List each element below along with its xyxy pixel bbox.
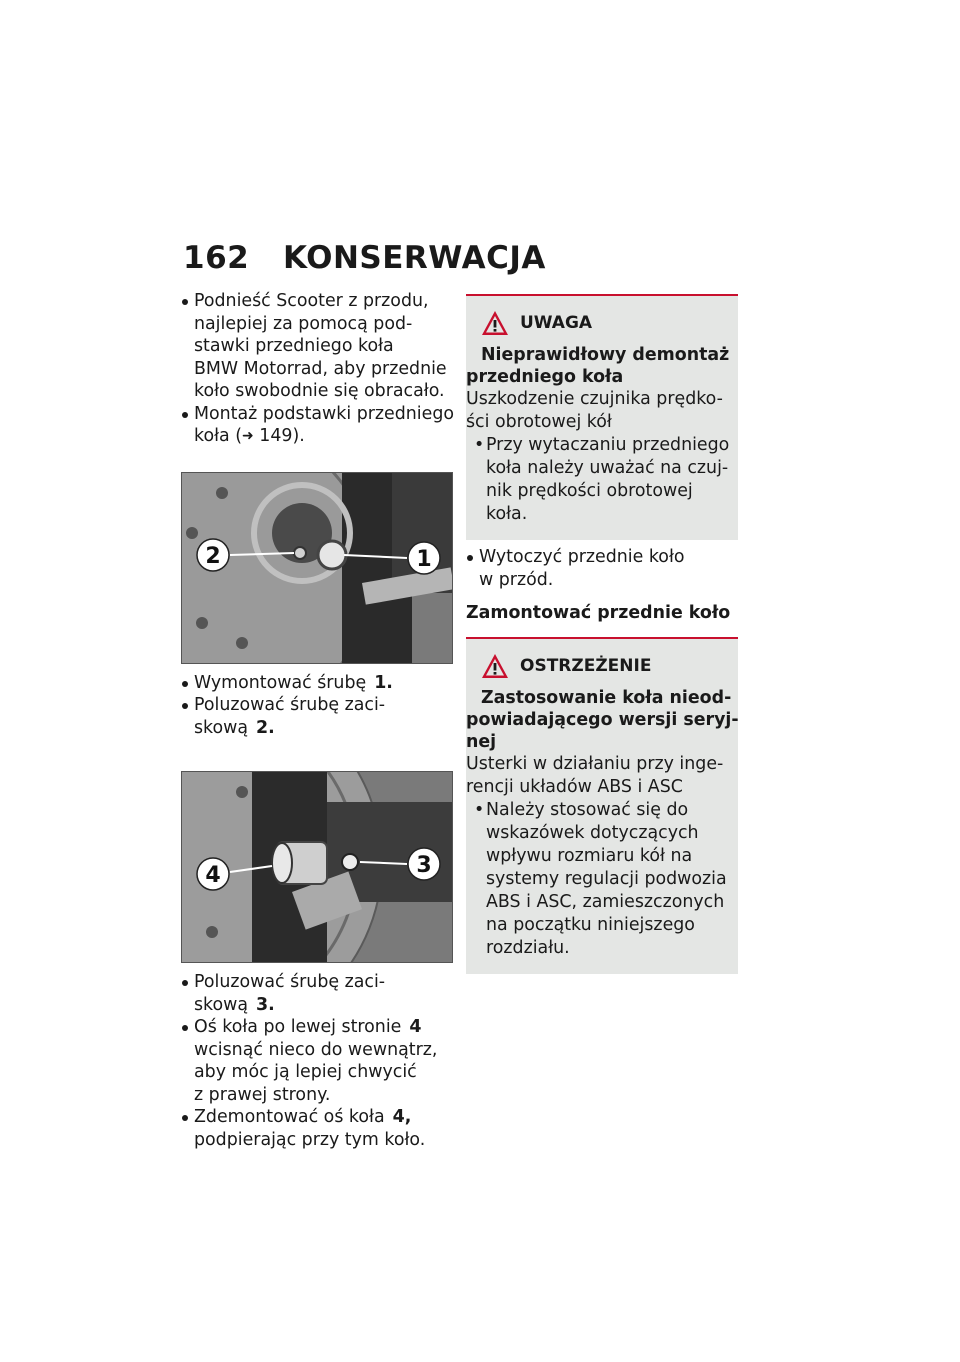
- section-title: KONSERWACJA: [283, 240, 546, 276]
- page-number: 162: [183, 240, 250, 276]
- callout-bullet: • Przy wytaczaniu przedniego koła należy uważać na czuj- nik prędkości obrotowej koła.: [474, 434, 726, 526]
- callout-title: Nieprawidłowy demontaż przedniego koła: [466, 345, 730, 387]
- photo-wheel-axle-2: [181, 771, 453, 963]
- right-column: [466, 294, 738, 974]
- step-raise-scooter: Podnieść Scooter z przodu, najlepiej za pomocą pod- stawki przedniego koła BMW Motorrad, aby przednie koło swobodnie się obracało.: [181, 290, 456, 403]
- subheading-install-wheel: Zamontować przednie koło: [466, 603, 731, 623]
- left-column: [181, 290, 456, 1151]
- step-roll-forward: Wytoczyć przednie koło w przód.: [466, 546, 738, 591]
- page-header: [183, 240, 546, 276]
- callout-number-2: 2: [205, 543, 221, 569]
- steps-loosen: [181, 672, 456, 740]
- photo-wheel-axle-1: [181, 472, 453, 664]
- callout-bullet: • Należy stosować się do wskazówek dotyczących wpływu rozmiaru kół na systemy regulacji podwozia ABS i ASC, zamieszczonych na początku niniejszego rozdziału.: [474, 799, 726, 960]
- callout-text: Usterki w działaniu przy inge- rencji układów ABS i ASC: [466, 754, 724, 797]
- callout-number-3: 3: [416, 853, 432, 878]
- callout-text: Uszkodzenie czujnika prędko- ści obrotowej kół: [466, 389, 723, 432]
- callout-number-1: 1: [416, 546, 432, 572]
- warning-callout: [466, 637, 738, 974]
- step-remove-screw-1: Wymontować śrubę 1.: [181, 672, 456, 695]
- page-reference-arrow-icon: ➜: [242, 428, 254, 444]
- step-loosen-clamp-3: Poluzować śrubę zaci- skową 3.: [181, 971, 456, 1016]
- step-roll-wheel: [466, 546, 738, 591]
- callout-number-4: 4: [205, 863, 221, 888]
- step-push-axle-4: Oś koła po lewej stronie 4 wcisnąć nieco do wewnątrz, aby móc ją lepiej chwycić z prawej strony.: [181, 1016, 456, 1106]
- notice-callout: [466, 294, 738, 540]
- steps-axle: [181, 971, 456, 1151]
- callout-label-notice: UWAGA: [520, 313, 593, 333]
- callout-bullets: [466, 799, 726, 960]
- callout-title: Zastosowanie koła nieod- powiadającego wersji seryj- nej: [466, 688, 739, 752]
- step-loosen-clamp-2: Poluzować śrubę zaci- skową 2.: [181, 694, 456, 739]
- warning-triangle-icon: [480, 309, 510, 337]
- warning-triangle-icon: [480, 652, 510, 680]
- callout-bullets: [466, 434, 730, 526]
- step-mount-stand: Montaż podstawki przedniego koła (➜ 149).: [181, 403, 456, 448]
- callout-label-warning: OSTRZEŻENIE: [520, 656, 652, 676]
- step-remove-axle-4: Zdemontować oś koła 4, podpierając przy tym koło.: [181, 1106, 456, 1151]
- intro-steps: [181, 290, 456, 448]
